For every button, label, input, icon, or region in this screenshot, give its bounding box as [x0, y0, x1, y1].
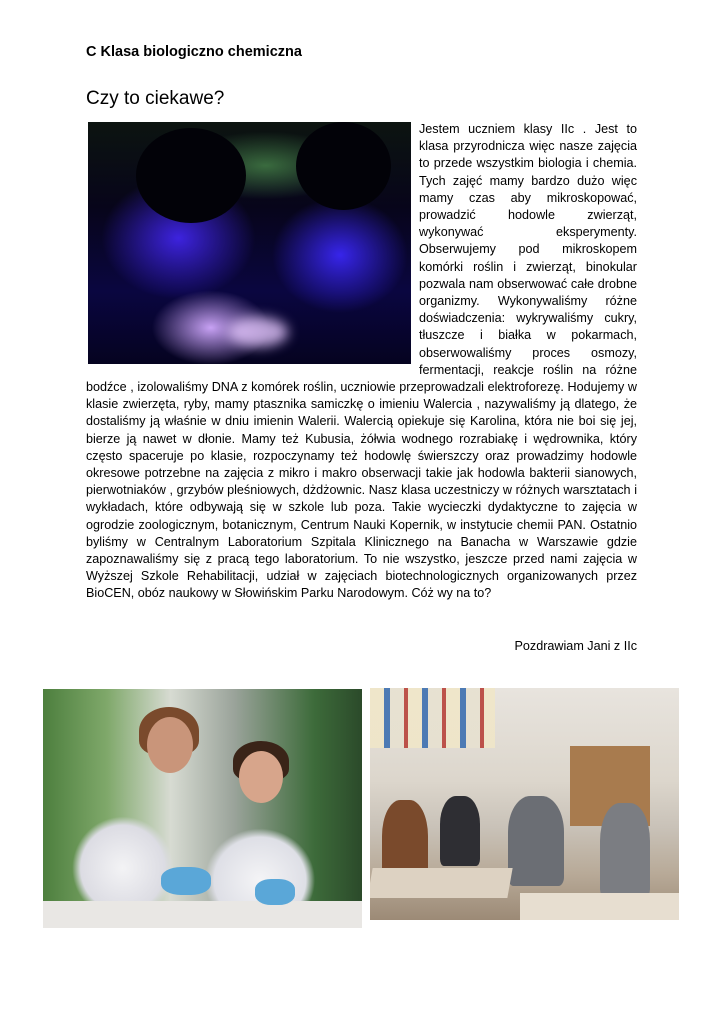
article-title: Czy to ciekawe?: [86, 88, 225, 109]
article-body: [86, 121, 637, 603]
article-body-text: Jestem uczniem klasy IIc . Jest to klasa przyrodnicza więc nasze zajęcia to przede wszystkim biologia i chemia. Tych zajęć mamy bardzo dużo więc mamy czas aby mikroskopować, prowadzić hodowle zwierząt, wykonywać eksperymenty. Obserwujemy pod mikroskopem komórki roślin i zwierząt, binokular pozwala nam obserwować całe drobne organizmy. Wykonywaliśmy różne doświadczenia: wykrywaliśmy cukry, tłuszcze i białka w pokarmach, obserwowaliśmy proces osmozy, fermentacji, reakcje roślin na różne bodźce , izolowaliśmy DNA z komórek roślin, uczniowie przeprowadzali elektroforezę. Hodujemy w klasie zwierzęta, ryby, mamy ptasznika samiczkę o imieniu Walercia , nazywaliśmy ją dlatego, że dostaliśmy ją właśnie w dniu imienin Walerii. Walercią opiekuje się Karolina, która nie boi się jej, bierze ją nawet w dłonie. Mamy też Kubusia, żółwia wodnego rozrabiakę i wędrownika, który często spaceruje po klasie, rozpoczynamy też hodowlę świerszczy oraz prowadzimy hodowle okresowe potrzebne na zajęcia z mikro i makro obserwacji takie jak hodowla bakterii sianowych, pierwotniaków , grzybów pleśniowych, dżdżownic. Nasz klasa uczestniczy w różnych warsztatach i wykładach, które odbywają się w szkole lub poza. Takie wycieczki dydaktyczne to zajęcia w ogrodzie zoologicznym, botanicznym, Centrum Nauki Kopernik, w instytucie chemii PAN. Ostatnio byliśmy w Centralnym Laboratorium Szpitala Klinicznego na Banacha w Warszawie gdzie zapoznawaliśmy się z pracą tego laboratorium. To nie wszystko, jeszcze przed nami zajęcia w Wyższej Szkole Rehabilitacji, udział w zajęciach biotechnologicznych organizowanych przez BioCEN, obóz naukowy w Słowińskim Parku Narodowym. Cóż wy na to?: [86, 122, 637, 601]
classroom-photo: [370, 688, 679, 920]
section-title: C Klasa biologiczno chemiczna: [86, 44, 302, 60]
students-lab-photo: [43, 689, 362, 928]
signature: Pozdrawiam Jani z IIc: [514, 639, 637, 653]
